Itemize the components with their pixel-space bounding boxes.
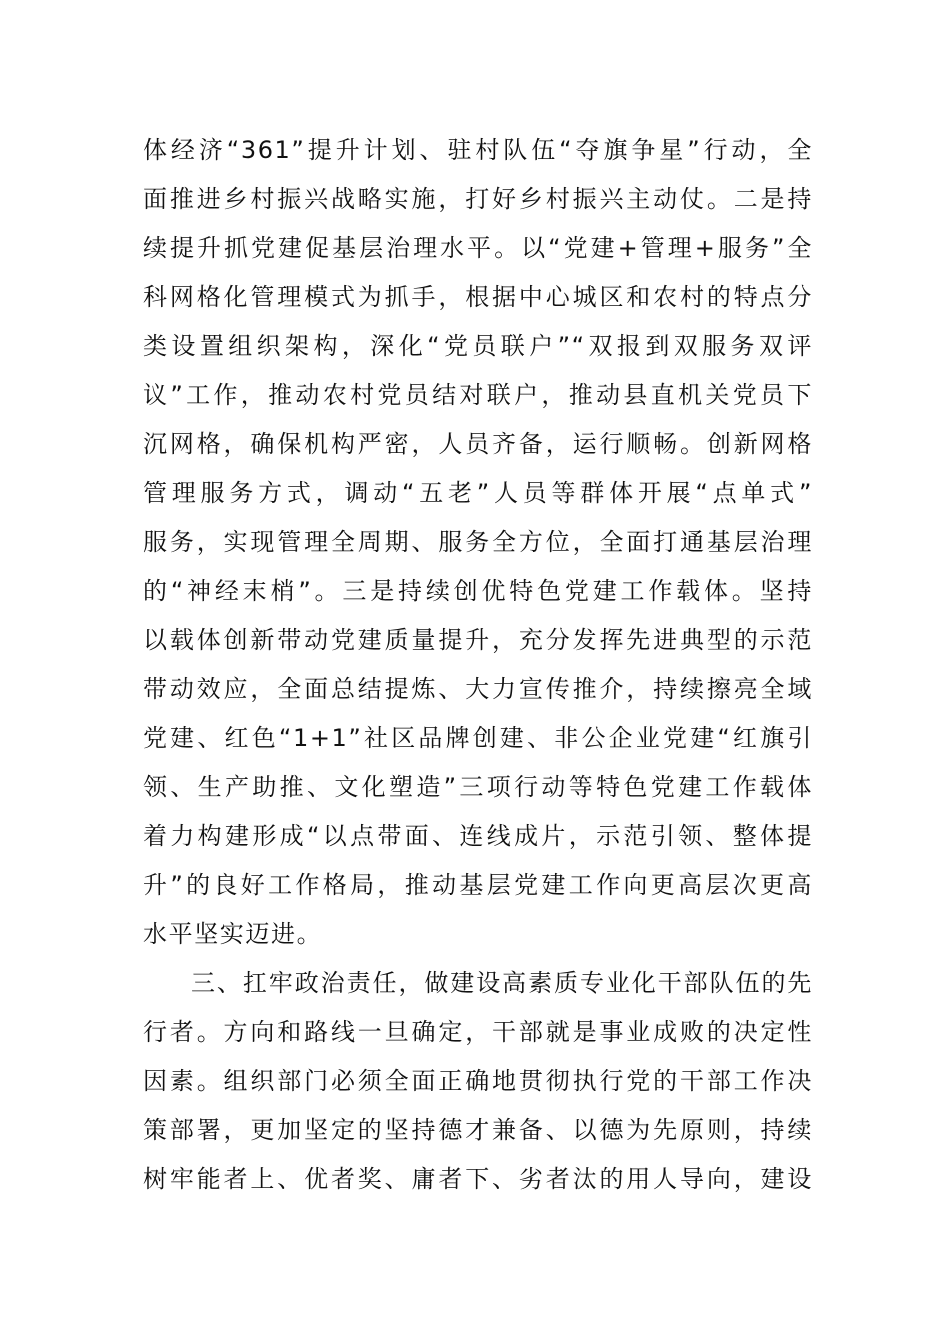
- text-line: 管理服务方式，调动“五老”人员等群体开展“点单式”: [143, 479, 813, 507]
- text-line-first: 三、扛牢政治责任，做建设高素质专业化干部队伍的先: [191, 969, 813, 997]
- text-line-last: 水平坚实迈进。: [143, 920, 323, 948]
- text-line: 党建、红色“1+1”社区品牌创建、非公企业党建“红旗引: [143, 724, 813, 752]
- text-line: 类设置组织架构，深化“党员联户”“双报到双服务双评: [143, 332, 813, 360]
- text-line: 服务，实现管理全周期、服务全方位，全面打通基层治理: [143, 528, 813, 556]
- text-line: 面推进乡村振兴战略实施，打好乡村振兴主动仗。二是持: [143, 185, 813, 213]
- paragraph-2-continued: [143, 126, 813, 959]
- text-line: 沉网格，确保机构严密，人员齐备，运行顺畅。创新网格: [143, 430, 813, 458]
- text-line: 着力构建形成“以点带面、连线成片，示范引领、整体提: [143, 822, 813, 850]
- text-line: 科网格化管理模式为抓手，根据中心城区和农村的特点分: [143, 283, 813, 311]
- text-line: 议”工作，推动农村党员结对联户，推动县直机关党员下: [143, 381, 813, 409]
- text-line: 体经济“361”提升计划、驻村队伍“夺旗争星”行动，全: [143, 136, 813, 164]
- text-line: 续提升抓党建促基层治理水平。以“党建+管理+服务”全: [143, 234, 813, 262]
- text-line: 因素。组织部门必须全面正确地贯彻执行党的干部工作决: [143, 1067, 813, 1095]
- paragraph-3: [143, 959, 813, 1204]
- text-line: 策部署，更加坚定的坚持德才兼备、以德为先原则，持续: [143, 1116, 813, 1144]
- body-text: [143, 126, 813, 1204]
- text-line: 以载体创新带动党建质量提升，充分发挥先进典型的示范: [143, 626, 813, 654]
- text-line: 的“神经末梢”。三是持续创优特色党建工作载体。坚持: [143, 577, 813, 605]
- text-line: 领、生产助推、文化塑造”三项行动等特色党建工作载体: [143, 773, 813, 801]
- text-line: 树牢能者上、优者奖、庸者下、劣者汰的用人导向，建设: [143, 1165, 813, 1193]
- text-line: 升”的良好工作格局，推动基层党建工作向更高层次更高: [143, 871, 813, 899]
- text-line: 带动效应，全面总结提炼、大力宣传推介，持续擦亮全域: [143, 675, 813, 703]
- text-line: 行者。方向和路线一旦确定，干部就是事业成败的决定性: [143, 1018, 813, 1046]
